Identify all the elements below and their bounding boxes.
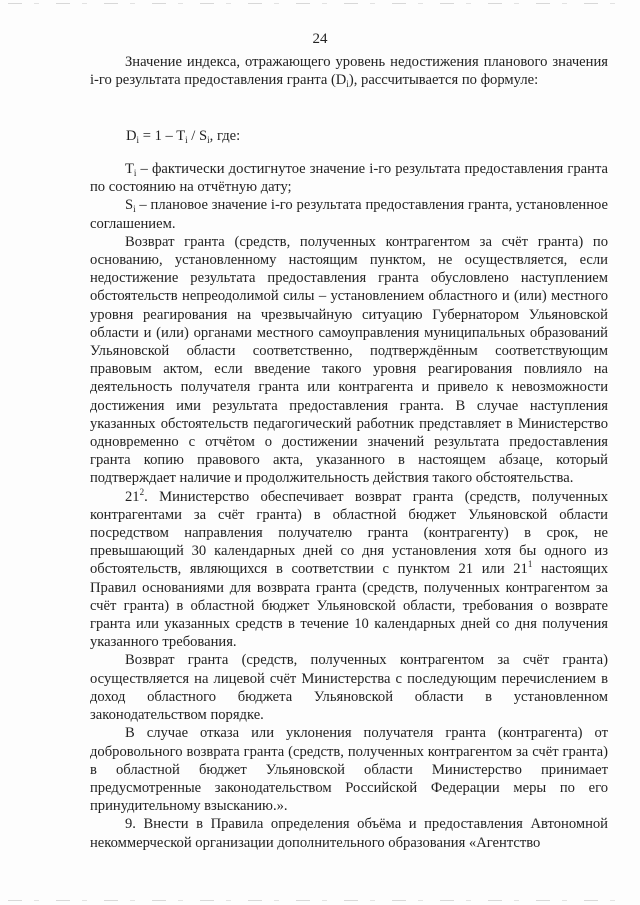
clause-9: 9. Внести в Правила определения объёма и предоставления Автономной некоммерческой организации дополнительного образования «Агентство (90, 816, 608, 851)
scan-edge-bottom (8, 900, 632, 901)
refusal-paragraph: В случае отказа или уклонения получателя гранта (контрагента) от добровольного возврата гранта (средств, полученных контрагентом за счёт гранта) в областной бюджет Ульяновской области Министерство принимает предусмотренные законодательством Российской Федерации меры по его принудительному взысканию.». (90, 725, 608, 815)
formula: $D_i = 1 - T_i / S_i$, где: (126, 128, 241, 145)
definition-s: $S_i$ – плановое значение i-го результата предоставления гранта, установленное соглашением. (90, 197, 608, 232)
definition-t: $T_i$ – фактически достигнутое значение i-го результата предоставления гранта по состоянию на отчётную дату; (90, 161, 608, 196)
page-number: 24 (312, 31, 328, 47)
return-paragraph: Возврат гранта (средств, полученных контрагентом за счёт гранта) по основанию, установленному настоящим пунктом, не осуществляется, если недостижение результата предоставления гранта обусловлено наступлением обстоятельств непреодолимой силы – установлением областного и (или) местного уровня реагирования на чрезвычайную ситуацию Губернатором Ульяновской области и (или) органами местного самоуправления муниципальных образований Ульяновской области соответственно, подтверждённым соответствующим правовым актом, если введение такого уровня реагирования повлияло на деятельность получателя гранта или контрагента и привело к невозможности достижения ими результата предоставления гранта. В случае наступления указанных обстоятельств педагогический работник представляет в Министерство одновременно с отчётом о достижении значений результата предоставления гранта копию правового акта, указанного в настоящем абзаце, который подтверждает наличие и продолжительность действия такого обстоятельства. (90, 233, 608, 487)
body-text (90, 160, 608, 852)
scan-edge-top (8, 3, 632, 4)
clause-21-2: $21^2$. Министерство обеспечивает возврат гранта (средств, полученных контрагентами за счёт гранта) в областной бюджет Ульяновской области посредством направления получателю гранта (контрагенту) в срок, не превышающий 30 календарных дней со дня установления хотя бы одного из обстоятельств, являющихся в соответствии с пунктом 21 или $21^1$ настоящих Правил основаниями для возврата гранта (средств, полученных контрагентом за счёт гранта) в областной бюджет Ульяновской области, требования о возврате гранта или указанных средств в течение 10 календарных дней со дня получения указанного требования. (90, 486, 608, 651)
intro-text: Значение индекса, отражающего уровень недостижения планового значения i-го результата предоставления гранта $(D_i)$, рассчитывается по формуле: (90, 54, 608, 90)
account-paragraph: Возврат гранта (средств, полученных контрагентом за счёт гранта) осуществляется на лицевой счёт Министерства с последующим перечислением в доход областного бюджета Ульяновской области в установленном законодательством порядке. (90, 652, 608, 724)
intro-paragraph (90, 53, 608, 89)
